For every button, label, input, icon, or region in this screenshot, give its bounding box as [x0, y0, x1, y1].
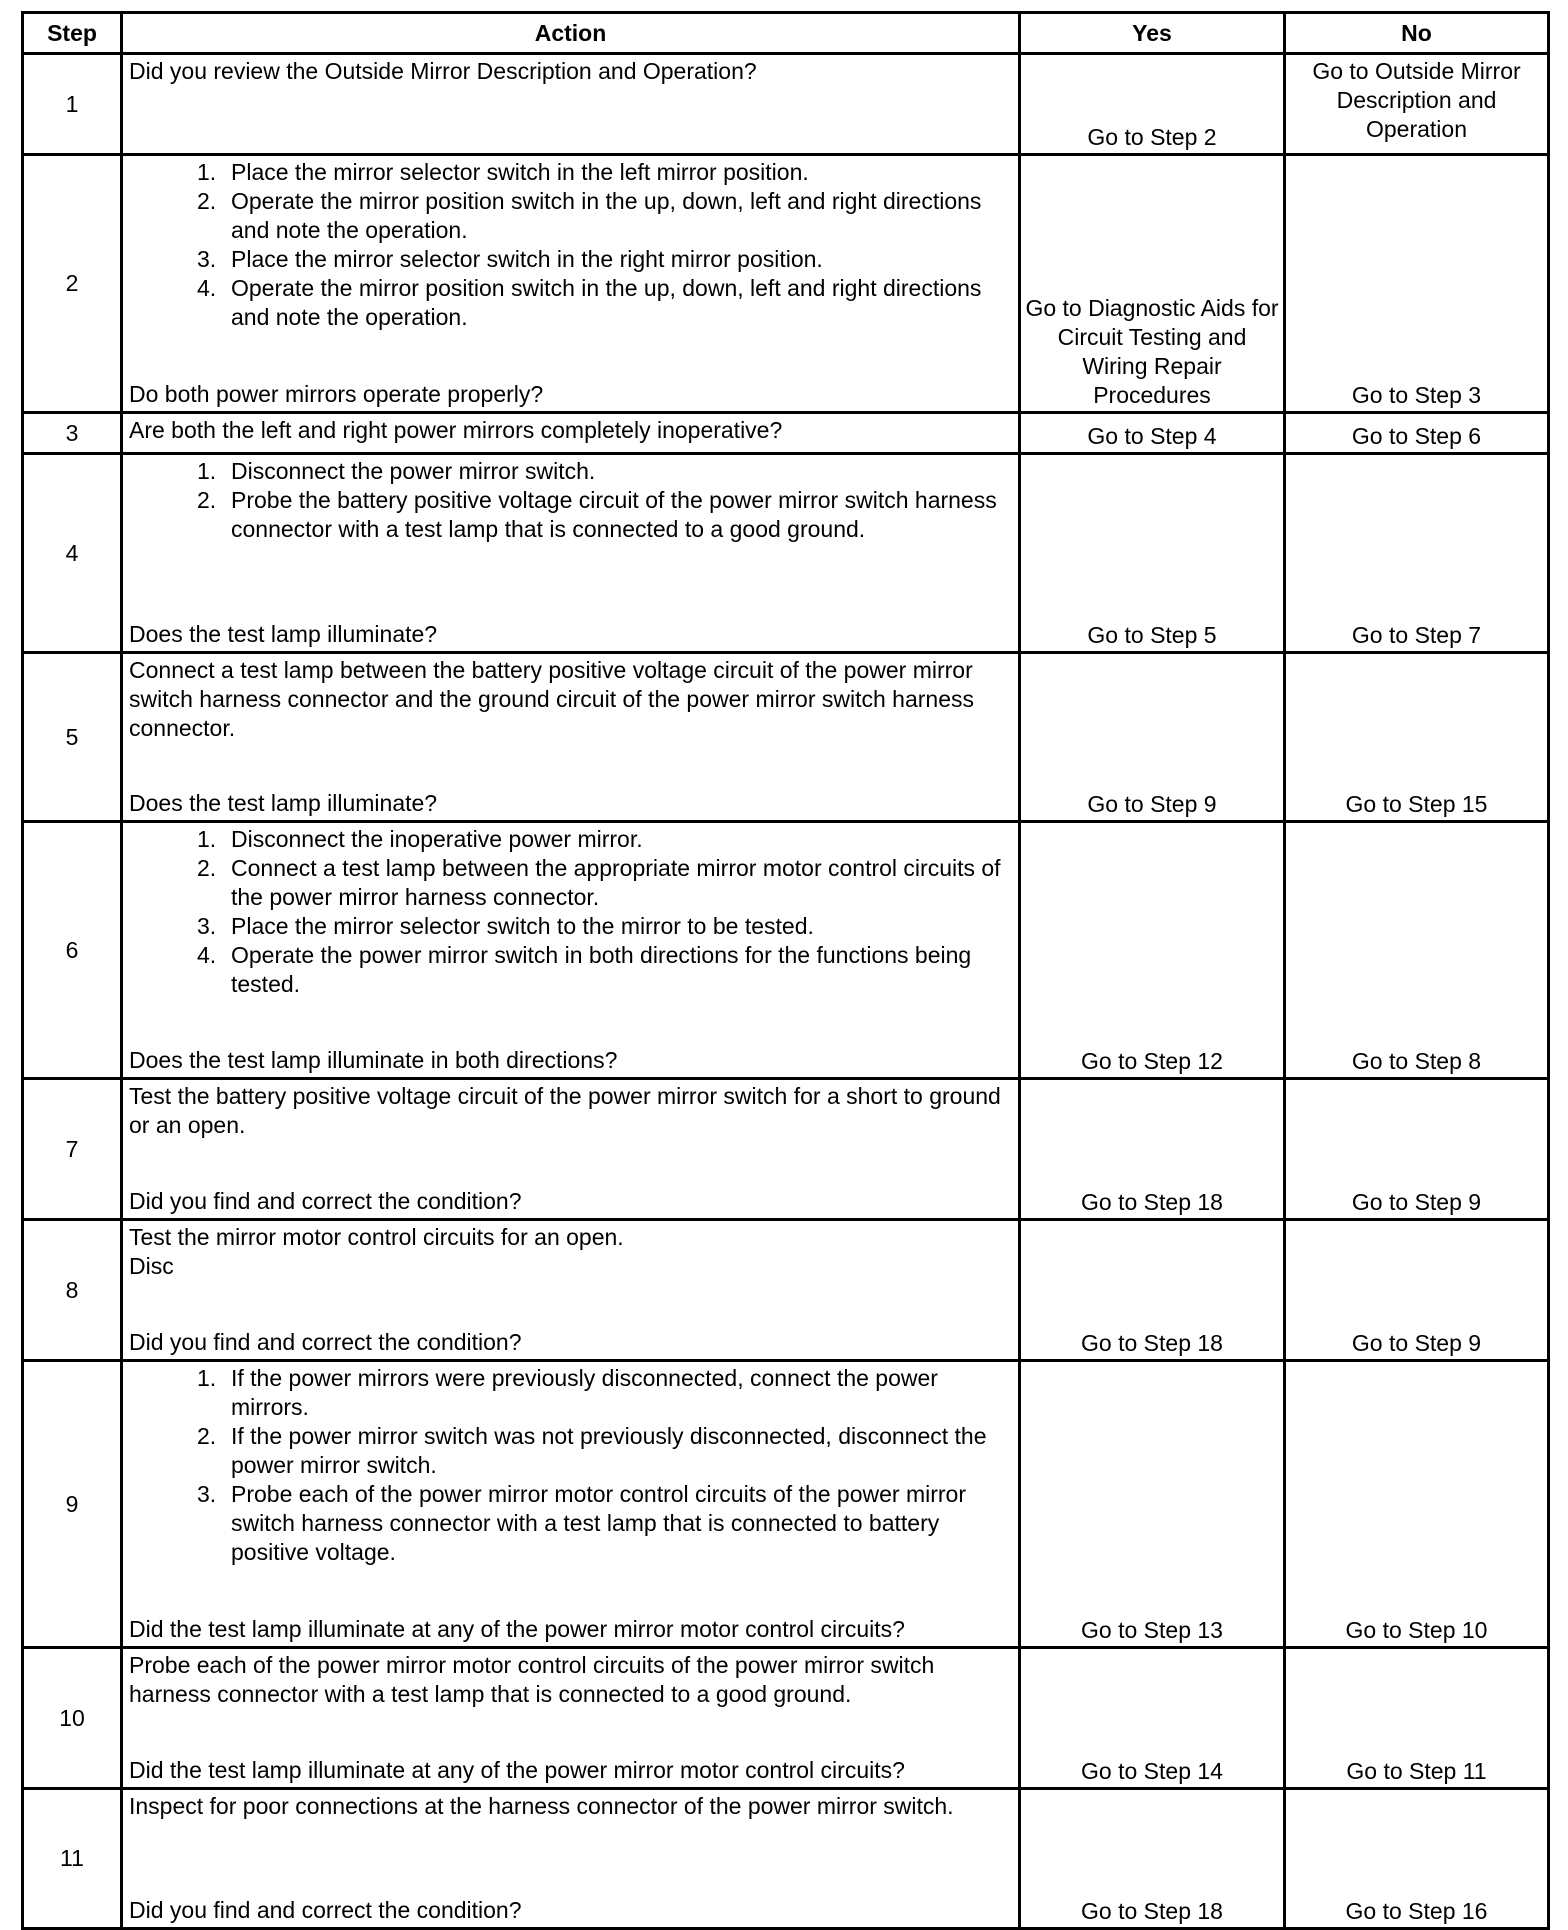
action-question: Did the test lamp illuminate at any of the power mirror motor control circuits?	[129, 1757, 905, 1783]
action-step-number: 2.	[197, 188, 217, 214]
action-step-item	[129, 1364, 1012, 1422]
action-content	[129, 825, 1012, 1075]
action-step-item	[129, 245, 1012, 274]
action-cell	[122, 54, 1020, 155]
no-result: Go to Step 10	[1285, 1361, 1549, 1648]
header-yes: Yes	[1020, 13, 1285, 54]
action-question: Do both power mirrors operate properly?	[129, 381, 544, 407]
action-step-text: Probe each of the power mirror motor control circuits of the power mirror switch harness connector with a test lamp that is connected to battery positive voltage.	[231, 1481, 966, 1565]
action-step-item	[129, 854, 1012, 912]
action-steps-list	[129, 1364, 1012, 1567]
action-step-number: 3.	[197, 913, 217, 939]
action-step-text: Operate the mirror position switch in the up, down, left and right directions and note the operation.	[231, 188, 982, 243]
action-step-item	[129, 912, 1012, 941]
table-row	[23, 1361, 1549, 1648]
action-step-item	[129, 187, 1012, 245]
yes-result: Go to Step 18	[1020, 1220, 1285, 1361]
table-row	[23, 1220, 1549, 1361]
yes-result: Go to Step 12	[1020, 822, 1285, 1079]
table-row	[23, 155, 1549, 413]
action-content	[129, 457, 1012, 649]
action-question: Did you find and correct the condition?	[129, 1329, 522, 1355]
step-number: 1	[23, 54, 122, 155]
no-result: Go to Step 15	[1285, 653, 1549, 822]
action-step-number: 4.	[197, 275, 217, 301]
yes-result: Go to Step 18	[1020, 1079, 1285, 1220]
yes-result: Go to Step 13	[1020, 1361, 1285, 1648]
no-result: Go to Step 11	[1285, 1648, 1549, 1789]
action-question: Did the test lamp illuminate at any of the power mirror motor control circuits?	[129, 1616, 905, 1642]
action-steps-list	[129, 158, 1012, 332]
action-step-number: 2.	[197, 1423, 217, 1449]
action-cell	[122, 822, 1020, 1079]
action-step-text: Disconnect the inoperative power mirror.	[231, 826, 643, 852]
action-content	[129, 57, 1012, 151]
step-number: 10	[23, 1648, 122, 1789]
action-step-item	[129, 941, 1012, 999]
action-step-text: Disconnect the power mirror switch.	[231, 458, 596, 484]
action-text: Did you review the Outside Mirror Description and Operation?	[129, 58, 757, 84]
action-text: Test the mirror motor control circuits for an open. Disc	[129, 1224, 624, 1279]
step-number: 7	[23, 1079, 122, 1220]
table-row	[23, 1648, 1549, 1789]
action-cell	[122, 653, 1020, 822]
action-question: Does the test lamp illuminate?	[129, 790, 438, 816]
action-step-number: 3.	[197, 1481, 217, 1507]
no-result: Go to Step 9	[1285, 1079, 1549, 1220]
header-row	[23, 13, 1549, 54]
action-step-text: Place the mirror selector switch in the left mirror position.	[231, 159, 809, 185]
action-step-number: 1.	[197, 1365, 217, 1391]
action-content	[129, 158, 1012, 409]
action-question: Does the test lamp illuminate in both directions?	[129, 1047, 618, 1073]
action-cell	[122, 155, 1020, 413]
action-question: Does the test lamp illuminate?	[129, 621, 438, 647]
action-steps-list	[129, 457, 1012, 544]
action-step-item	[129, 457, 1012, 486]
table-row	[23, 822, 1549, 1079]
action-steps-list	[129, 825, 1012, 999]
action-step-number: 1.	[197, 458, 217, 484]
no-result: Go to Step 16	[1285, 1789, 1549, 1929]
table-body	[23, 54, 1549, 1929]
action-step-item	[129, 1480, 1012, 1567]
yes-result: Go to Step 5	[1020, 454, 1285, 653]
action-content	[129, 1792, 1012, 1925]
yes-result: Go to Step 18	[1020, 1789, 1285, 1929]
yes-result: Go to Step 9	[1020, 653, 1285, 822]
action-step-text: Place the mirror selector switch to the mirror to be tested.	[231, 913, 814, 939]
action-text: Are both the left and right power mirrors completely inoperative?	[129, 417, 783, 443]
table-row	[23, 1079, 1549, 1220]
step-number: 4	[23, 454, 122, 653]
table-row	[23, 54, 1549, 155]
action-cell	[122, 1361, 1020, 1648]
action-content	[129, 1651, 1012, 1785]
action-step-item	[129, 158, 1012, 187]
no-result: Go to Outside Mirror Description and Operation	[1285, 54, 1549, 155]
no-result: Go to Step 3	[1285, 155, 1549, 413]
table-row	[23, 454, 1549, 653]
action-cell	[122, 1789, 1020, 1929]
action-cell	[122, 413, 1020, 454]
action-step-text: If the power mirrors were previously disconnected, connect the power mirrors.	[231, 1365, 938, 1420]
action-step-item	[129, 486, 1012, 544]
action-question: Did you find and correct the condition?	[129, 1897, 522, 1923]
action-step-number: 1.	[197, 159, 217, 185]
action-step-number: 2.	[197, 487, 217, 513]
action-step-item	[129, 825, 1012, 854]
action-step-number: 2.	[197, 855, 217, 881]
step-number: 8	[23, 1220, 122, 1361]
action-step-item	[129, 274, 1012, 332]
no-result: Go to Step 9	[1285, 1220, 1549, 1361]
action-text: Probe each of the power mirror motor control circuits of the power mirror switch harness connector with a test lamp that is connected to a good ground.	[129, 1652, 935, 1707]
action-step-text: Connect a test lamp between the appropriate mirror motor control circuits of the power mirror harness connector.	[231, 855, 1001, 910]
action-content	[129, 656, 1012, 818]
action-question: Did you find and correct the condition?	[129, 1188, 522, 1214]
action-step-item	[129, 1422, 1012, 1480]
action-cell	[122, 1648, 1020, 1789]
header-no: No	[1285, 13, 1549, 54]
action-content	[129, 1223, 1012, 1357]
action-content	[129, 1082, 1012, 1216]
header-action: Action	[122, 13, 1020, 54]
action-text: Test the battery positive voltage circuit of the power mirror switch for a short to ground or an open.	[129, 1083, 1001, 1138]
step-number: 2	[23, 155, 122, 413]
action-text: Connect a test lamp between the battery positive voltage circuit of the power mirror switch harness connector and the ground circuit of the power mirror switch harness connector.	[129, 657, 975, 741]
action-step-text: Operate the mirror position switch in the up, down, left and right directions and note the operation.	[231, 275, 982, 330]
action-cell	[122, 454, 1020, 653]
action-step-number: 4.	[197, 942, 217, 968]
table-row	[23, 653, 1549, 822]
no-result: Go to Step 6	[1285, 413, 1549, 454]
table-row	[23, 413, 1549, 454]
table-row	[23, 1789, 1549, 1929]
yes-result: Go to Step 4	[1020, 413, 1285, 454]
action-step-number: 3.	[197, 246, 217, 272]
action-content	[129, 1364, 1012, 1644]
diagnostic-table	[21, 11, 1550, 1930]
action-step-text: Place the mirror selector switch in the right mirror position.	[231, 246, 823, 272]
yes-result: Go to Diagnostic Aids for Circuit Testing and Wiring Repair Procedures	[1020, 155, 1285, 413]
yes-result: Go to Step 2	[1020, 54, 1285, 155]
action-text: Inspect for poor connections at the harness connector of the power mirror switch.	[129, 1793, 954, 1819]
step-number: 9	[23, 1361, 122, 1648]
step-number: 3	[23, 413, 122, 454]
header-step: Step	[23, 13, 122, 54]
table-header	[23, 13, 1549, 54]
action-step-text: Operate the power mirror switch in both directions for the functions being tested.	[231, 942, 972, 997]
action-step-number: 1.	[197, 826, 217, 852]
action-cell	[122, 1079, 1020, 1220]
action-step-text: Probe the battery positive voltage circuit of the power mirror switch harness connector with a test lamp that is connected to a good ground.	[231, 487, 997, 542]
step-number: 5	[23, 653, 122, 822]
yes-result: Go to Step 14	[1020, 1648, 1285, 1789]
step-number: 6	[23, 822, 122, 1079]
action-step-text: If the power mirror switch was not previously disconnected, disconnect the power mirror switch.	[231, 1423, 987, 1478]
no-result: Go to Step 7	[1285, 454, 1549, 653]
step-number: 11	[23, 1789, 122, 1929]
action-content	[129, 416, 1012, 450]
action-cell	[122, 1220, 1020, 1361]
no-result: Go to Step 8	[1285, 822, 1549, 1079]
